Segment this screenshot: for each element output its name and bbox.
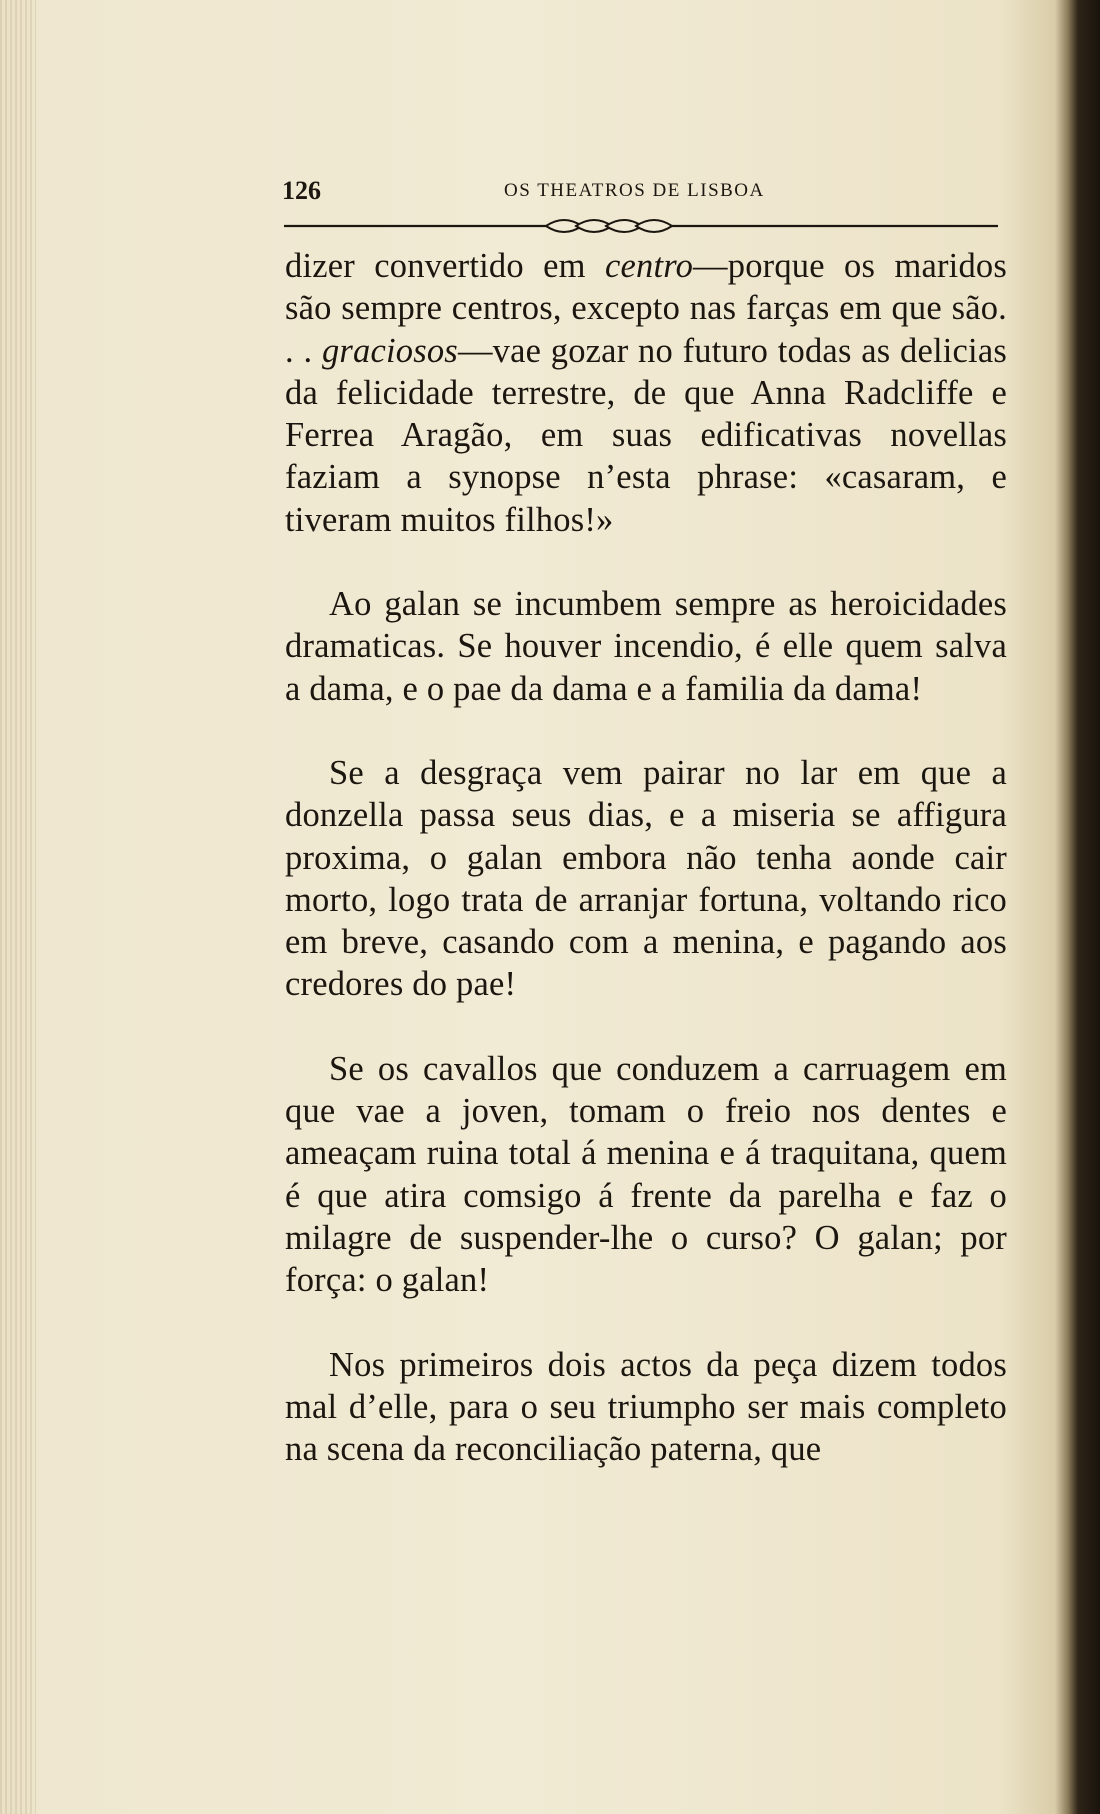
paragraph: Se os cavallos que conduzem a carruagem em que vae a joven, tomam o freio nos dentes e ameaçam ruina total á menina e á traquitana, quem é que atira comsigo á frente da parelha e faz o milagre de suspender-lhe o curso? O galan; por força: o galan! [285, 1049, 1007, 1300]
paragraph: Se a desgraça vem pairar no lar em que a donzella passa seus dias, e a miseria se affigura proxima, o galan embora não tenha aonde cair morto, logo trata de arranjar fortuna, voltando rico em breve, casando com a menina, e pagando aos credores do pae! [285, 753, 1007, 1004]
page-number: 126 [282, 176, 321, 205]
paragraph [285, 245, 1007, 541]
page-header [282, 176, 1002, 212]
italic-word-centro: centro [604, 247, 694, 285]
stacked-page-edges [0, 0, 36, 1814]
text-run: —vae gozar no futuro todas as delicias da felicidade terrestre, de que Anna Radcliffe e Ferrea Aragão, em suas edificativas novellas faziam a synopse n’esta phrase: «casaram, e tiveram muitos filhos!» [285, 331, 1007, 539]
running-title: OS THEATROS DE LISBOA [504, 180, 765, 201]
paragraph: Ao galan se incumbem sempre as heroicidades dramaticas. Se houver incendio, é elle quem salva a dama, e o pae da dama e a familia da dama! [285, 585, 1007, 708]
text-run: —porque os maridos são sempre centros, excepto nas farças em que são. . . [285, 247, 1007, 370]
text-run: dizer convertido em [285, 247, 605, 285]
ornamental-rule [284, 212, 998, 242]
body-text [285, 245, 1007, 1470]
paragraph: Nos primeiros dois actos da peça dizem todos mal d’elle, para o seu triumpho ser mais completo na scena da reconciliação paterna, que [285, 1345, 1007, 1469]
italic-word-graciosos: graciosos [321, 331, 458, 370]
